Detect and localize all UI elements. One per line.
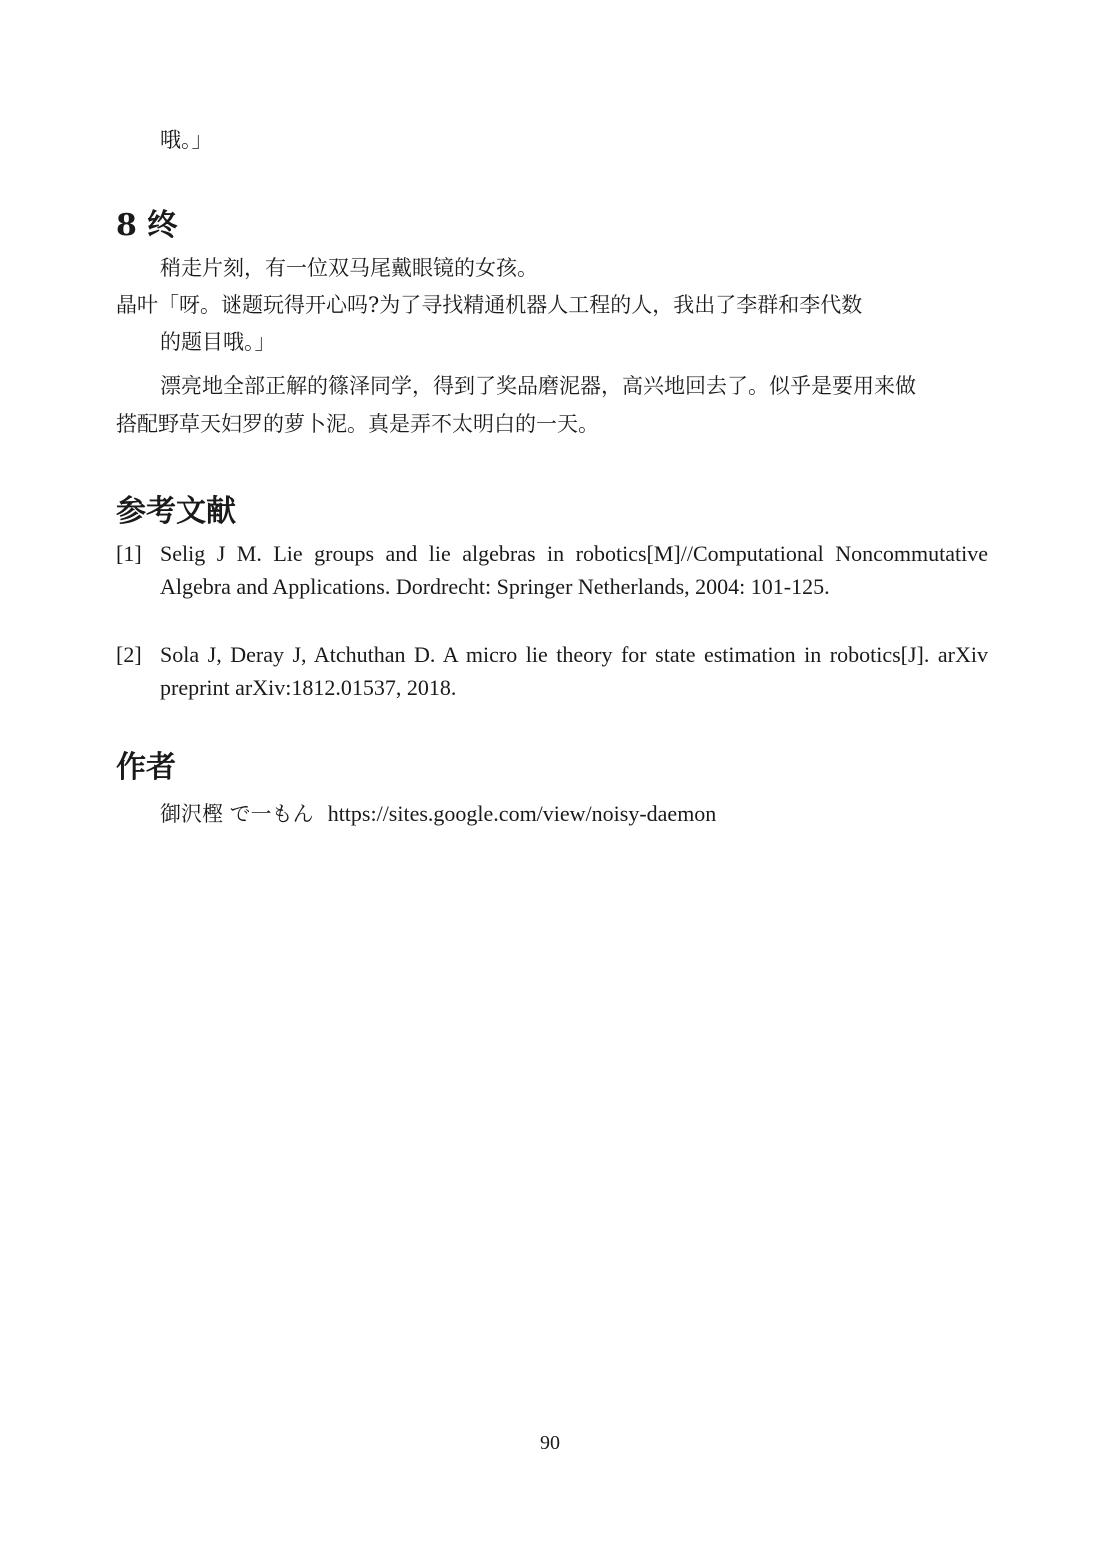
references-heading: 参考文献 <box>116 494 236 529</box>
reference-item <box>116 537 988 603</box>
author-info <box>160 798 716 830</box>
reference-item <box>116 638 988 704</box>
section-heading-end: 8 终 <box>116 208 178 243</box>
author-name: 御沢樫 で一もん <box>160 802 314 826</box>
reference-text: Selig J M. Lie groups and lie algebras in robotics[M]//Computational Noncommutative Algebra and Applications. Dordrecht: Springer Netherlands, 2004: 101-125. <box>160 541 988 599</box>
body-line: 稍走片刻，有一位双马尾戴眼镜的女孩。 <box>160 256 538 280</box>
page-number: 90 <box>540 1432 560 1454</box>
author-url-link[interactable]: https://sites.google.com/view/noisy-daemon <box>327 801 717 826</box>
body-line: 的题目哦。」 <box>160 330 276 354</box>
reference-text: Sola J, Deray J, Atchuthan D. A micro lie theory for state estimation in robotics[J]. arXiv preprint arXiv:1812.01537, 2018. <box>160 642 988 700</box>
body-line: 搭配野草天妇罗的萝卜泥。真是弄不太明白的一天。 <box>116 412 599 436</box>
author-heading: 作者 <box>116 750 176 785</box>
reference-number: [1] <box>116 541 142 566</box>
body-line: 晶叶「呀。谜题玩得开心吗?为了寻找精通机器人工程的人，我出了李群和李代数 <box>116 293 863 317</box>
reference-number: [2] <box>116 642 142 667</box>
body-line: 漂亮地全部正解的篠泽同学，得到了奖品磨泥器，高兴地回去了。似乎是要用来做 <box>160 374 916 398</box>
continued-dialogue-line: 哦。」 <box>160 128 213 152</box>
